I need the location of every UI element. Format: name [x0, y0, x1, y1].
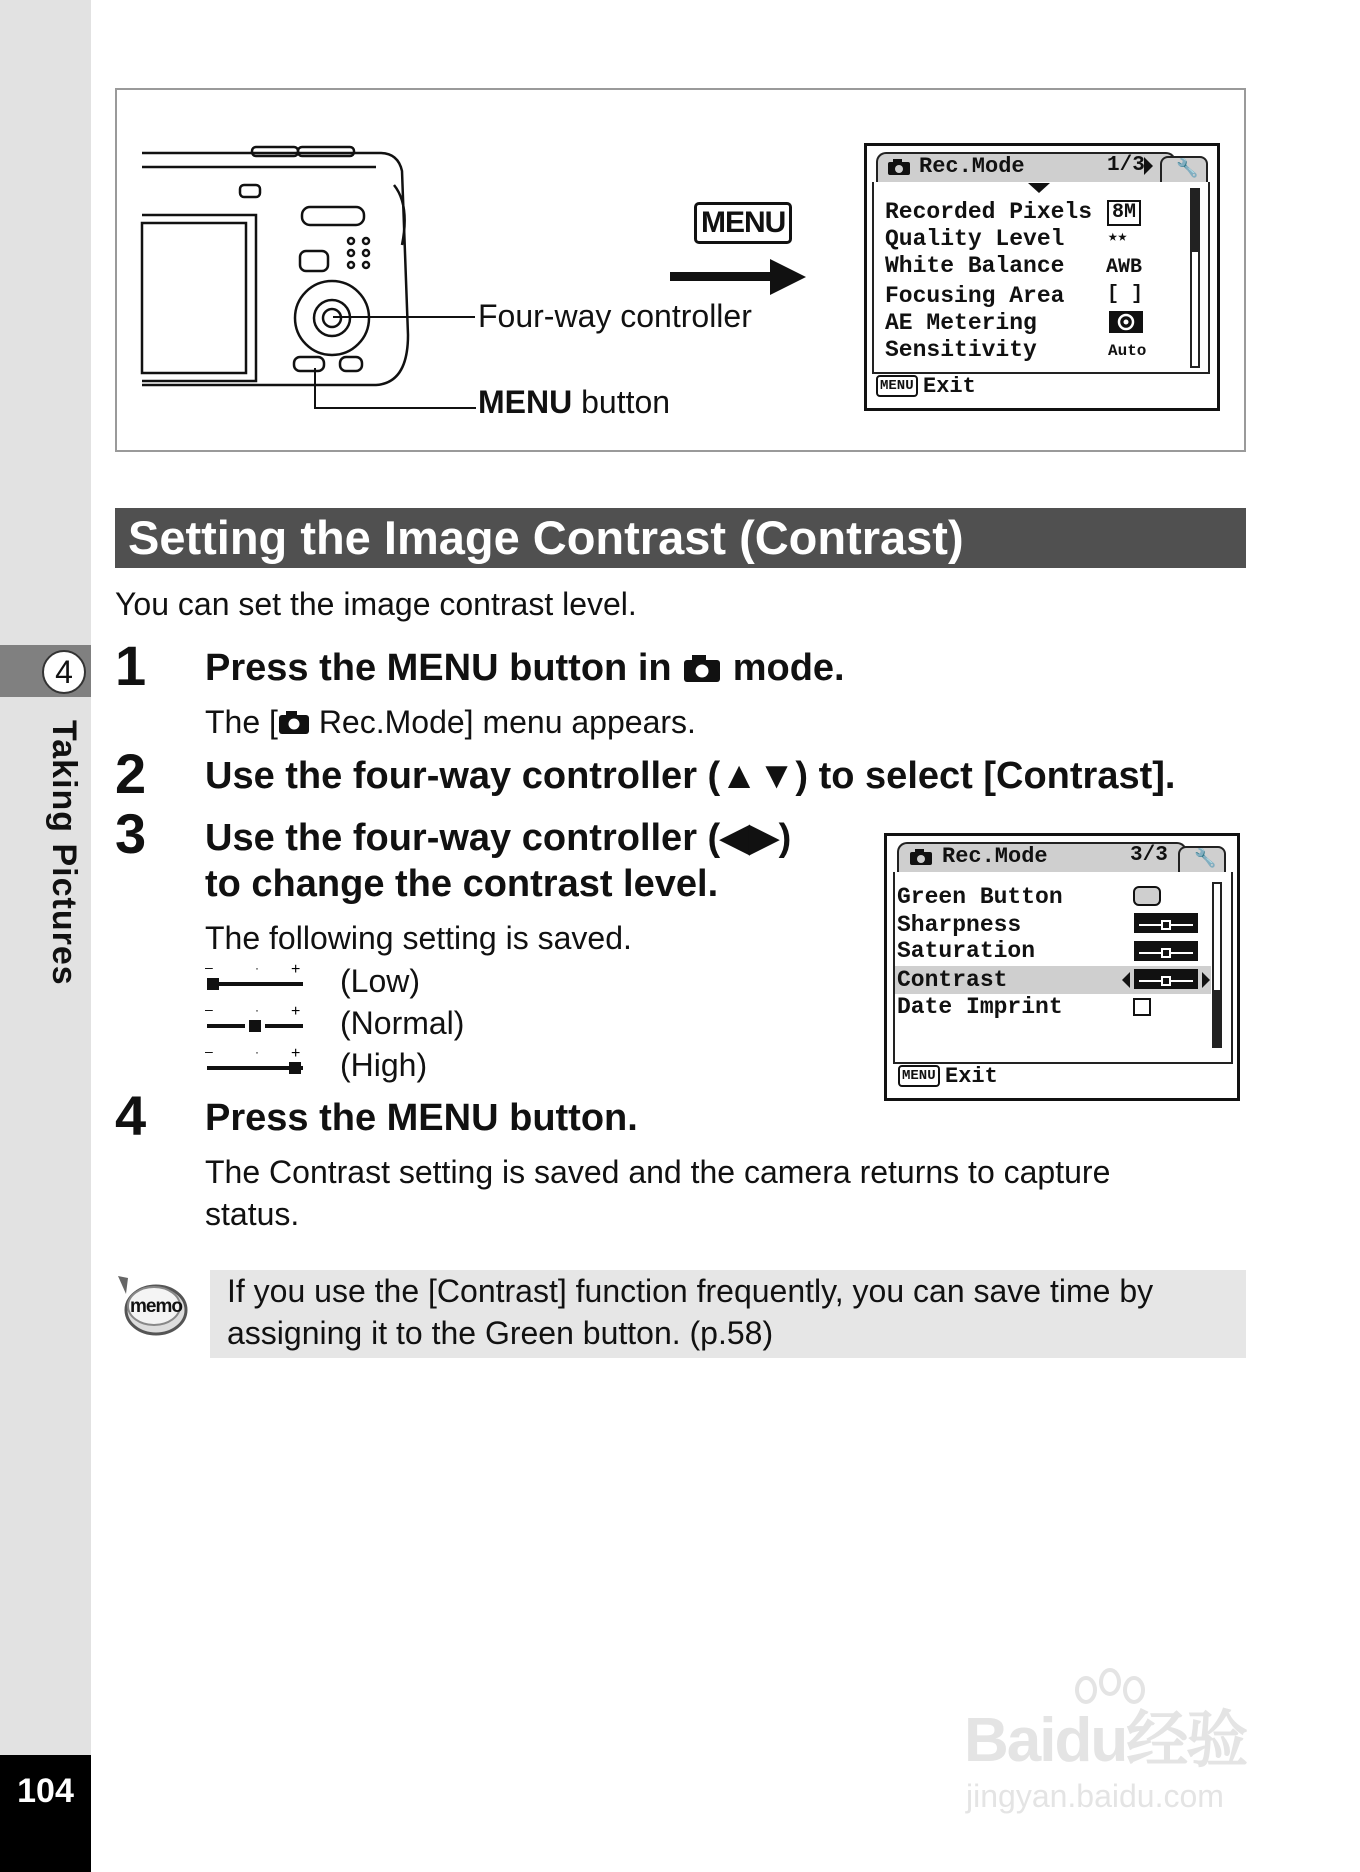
svg-text:·: ·	[255, 1004, 259, 1017]
step-1-title-a: Press the	[205, 647, 387, 689]
wrench-icon: 🔧	[1194, 848, 1217, 868]
step-1-title	[205, 647, 845, 690]
svg-text:–: –	[205, 1046, 213, 1059]
memo-line1: If you use the [Contrast] function frequently, you can save time by	[227, 1273, 1154, 1309]
screen1-menu-key-icon: MENU	[876, 375, 918, 397]
watermark-bai: Bai	[964, 1706, 1055, 1775]
menu-leader-line-vertical	[314, 368, 316, 408]
contrast-high-icon	[205, 1046, 305, 1078]
memo-line2: assigning it to the Green button. (p.58)	[227, 1315, 774, 1351]
step-1-desc	[205, 704, 696, 741]
screen1-scroll-thumb	[1192, 190, 1198, 252]
screen1-item: Sensitivity	[885, 337, 1037, 363]
section-heading: Setting the Image Contrast (Contrast)	[128, 511, 964, 564]
sharpness-slider-icon	[1133, 912, 1199, 934]
step-1-menu-word: MENU	[386, 647, 499, 689]
screen2-item: Green Button	[897, 884, 1063, 910]
step-3-number: 3	[115, 802, 147, 865]
screen2-right-arrow-icon	[1202, 972, 1210, 988]
green-button-icon	[1133, 886, 1161, 906]
screen1-tab-title: Rec.Mode	[919, 154, 1025, 179]
step-2-title: Use the four-way controller (▲▼) to select [Contrast].	[205, 755, 1176, 797]
white-balance-value: AWB	[1106, 256, 1143, 279]
screen1-item: AE Metering	[885, 310, 1037, 336]
step-4-title-a: Press the	[205, 1097, 387, 1139]
step-4-title	[205, 1097, 638, 1140]
recorded-pixels-value: 8M	[1107, 200, 1141, 226]
screen2-item: Date Imprint	[897, 994, 1063, 1020]
svg-text:–: –	[205, 962, 213, 975]
screen2-page: 3/3	[1130, 844, 1168, 867]
contrast-low-label: (Low)	[340, 963, 421, 999]
step-4-menu-word: MENU	[386, 1097, 499, 1139]
screen2-menu-key-icon: MENU	[898, 1065, 940, 1087]
step-4-desc-line1: The Contrast setting is saved and the camera returns to capture	[205, 1154, 1111, 1190]
contrast-slider-icon	[1133, 968, 1199, 990]
step-4-desc-line2: status.	[205, 1196, 300, 1232]
baidu-paw-icon	[1064, 1668, 1160, 1724]
chapter-number: 4	[42, 650, 86, 694]
step-1-title-c: mode.	[722, 647, 845, 689]
step-4-number: 4	[115, 1084, 147, 1147]
step-4-title-b: button.	[498, 1097, 638, 1139]
quality-level-value: ★★	[1108, 228, 1128, 246]
menu-word: MENU	[478, 384, 573, 420]
camera-icon	[909, 848, 933, 866]
menu-button-word: button	[572, 384, 671, 420]
step-1-title-b: button in	[498, 647, 683, 689]
intro-text: You can set the image contrast level.	[115, 586, 637, 622]
contrast-normal-label: (Normal)	[340, 1005, 465, 1041]
ae-metering-icon	[1108, 310, 1144, 334]
page-number: 104	[17, 1772, 74, 1810]
svg-text:·: ·	[255, 962, 259, 975]
memo-icon-label: memo	[130, 1296, 182, 1317]
focusing-area-value: [ ]	[1107, 283, 1144, 306]
screen2-item: Saturation	[897, 938, 1036, 964]
svg-text:–: –	[205, 1004, 213, 1017]
four-way-controller-label: Four-way controller	[478, 298, 752, 334]
svg-text:·: ·	[255, 1046, 259, 1059]
screen1-item: Focusing Area	[885, 283, 1065, 309]
svg-text:+: +	[291, 1004, 301, 1020]
screen1-item: White Balance	[885, 253, 1065, 279]
screen1-item: Recorded Pixels	[885, 199, 1093, 225]
watermark-jingyan: 经验	[1126, 1706, 1247, 1775]
contrast-normal-icon	[205, 1004, 305, 1036]
svg-text:+: +	[291, 962, 301, 978]
saturation-slider-icon	[1133, 940, 1199, 962]
watermark-du: du	[1054, 1706, 1127, 1775]
camera-icon	[887, 158, 911, 176]
step-1-desc-a: The [	[205, 704, 278, 740]
screen1-page: 1/3	[1107, 154, 1145, 177]
four-way-leader-line	[333, 316, 475, 318]
camera-icon	[278, 709, 310, 735]
step-3-title-line2: to change the contrast level.	[205, 863, 719, 905]
svg-text:+: +	[291, 1046, 301, 1062]
chapter-title: Taking Pictures	[45, 720, 83, 986]
step-3-desc: The following setting is saved.	[205, 920, 632, 956]
step-1-number: 1	[115, 634, 147, 697]
menu-key-icon: MENU	[694, 202, 792, 244]
screen2-left-arrow-icon	[1122, 972, 1130, 988]
menu-leader-line	[314, 407, 476, 409]
step-1-desc-b: Rec.Mode] menu appears.	[309, 704, 696, 740]
sensitivity-value: Auto	[1108, 342, 1147, 360]
screen1-tab-arrow-icon	[1144, 157, 1153, 175]
contrast-high-label: (High)	[340, 1047, 428, 1083]
screen2-exit-label: Exit	[945, 1064, 998, 1089]
screen2-item: Sharpness	[897, 912, 1022, 938]
contrast-low-icon	[205, 962, 305, 994]
screen2-item-selected: Contrast	[897, 967, 1008, 993]
wrench-icon: 🔧	[1176, 158, 1199, 178]
screen1-exit-label: Exit	[923, 374, 976, 399]
step-3-title-line1: Use the four-way controller (◀▶)	[205, 817, 792, 859]
date-imprint-checkbox-icon	[1133, 998, 1151, 1016]
camera-icon	[682, 653, 722, 683]
screen2-tab-title: Rec.Mode	[942, 844, 1048, 869]
step-2-number: 2	[115, 742, 147, 805]
screen1-item: Quality Level	[885, 226, 1065, 252]
camera-back-illustration	[140, 145, 410, 400]
watermark-url: jingyan.baidu.com	[966, 1778, 1224, 1814]
arrow-right-icon	[670, 257, 810, 297]
screen2-scroll-thumb	[1214, 990, 1220, 1046]
menu-button-label	[478, 384, 670, 421]
